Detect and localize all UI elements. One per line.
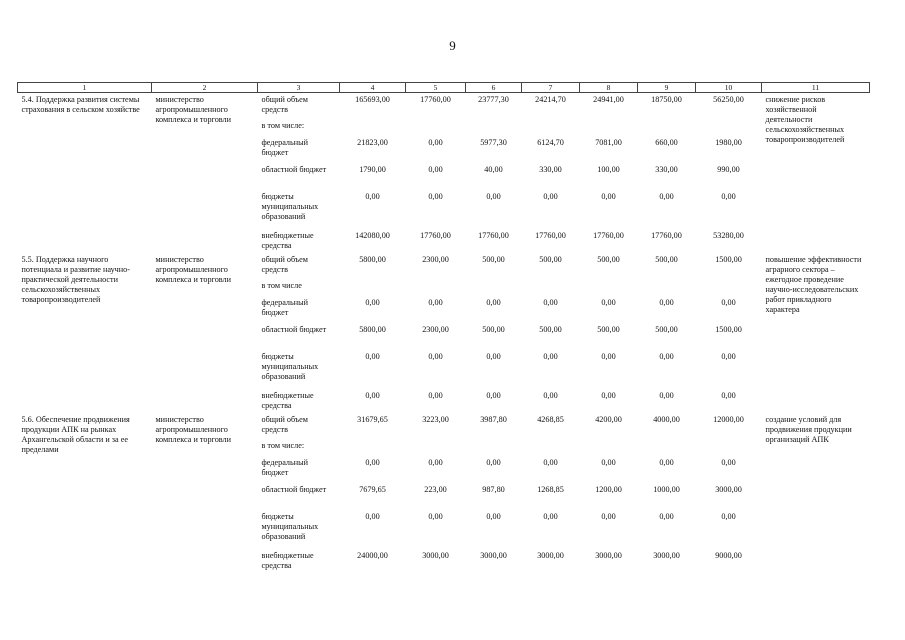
amount-cell: 24214,70 xyxy=(535,95,566,104)
amount-cell: 40,00 xyxy=(484,164,503,174)
amount-cell: 0,00 xyxy=(428,511,443,521)
amount-cell: 1500,00 xyxy=(715,324,742,334)
column-number-row xyxy=(18,83,870,93)
column-number: 4 xyxy=(340,83,406,93)
column-number: 1 xyxy=(18,83,152,93)
amount-cell xyxy=(696,279,762,296)
amount-cell: 0,00 xyxy=(365,191,380,201)
funding-source-cell: бюджеты муниципальных образований xyxy=(261,351,319,381)
amount-cell: 0,00 xyxy=(601,511,616,521)
amount-cell: 0,00 xyxy=(486,297,501,307)
amount-cell: 0,00 xyxy=(365,457,380,467)
amount-cell: 3987,80 xyxy=(480,414,507,424)
amount-cell: 1200,00 xyxy=(595,484,622,494)
amount-cell: 0,00 xyxy=(486,390,501,400)
amount-cell: 100,00 xyxy=(597,164,620,174)
funding-source-cell: общий объем средств xyxy=(261,254,308,274)
amount-cell xyxy=(466,119,522,136)
activity-cell: 5.4. Поддержка развития системы страхования в сельском хозяйстве xyxy=(21,95,140,114)
column-number: 7 xyxy=(522,83,580,93)
amount-cell: 0,00 xyxy=(365,351,380,361)
amount-cell: 17760,00 xyxy=(651,230,682,240)
amount-cell: 0,00 xyxy=(601,191,616,201)
page-number: 9 xyxy=(449,38,456,53)
amount-cell: 223,00 xyxy=(424,484,447,494)
amount-cell xyxy=(522,279,580,296)
amount-cell: 3000,00 xyxy=(653,550,680,560)
amount-cell xyxy=(466,279,522,296)
amount-cell: 3223,00 xyxy=(422,414,449,424)
amount-cell: 1500,00 xyxy=(715,254,742,264)
program-table xyxy=(17,82,870,573)
amount-cell: 17760,00 xyxy=(593,230,624,240)
amount-cell: 0,00 xyxy=(659,351,674,361)
activity-cell: 5.5. Поддержка научного потенциала и развитие научно-практической деятельности сельскохозяйственных товаропроизводителей xyxy=(21,254,130,304)
amount-cell: 3000,00 xyxy=(595,550,622,560)
column-number: 2 xyxy=(152,83,258,93)
funding-source-cell: бюджеты муниципальных образований xyxy=(261,511,319,541)
amount-cell: 31679,65 xyxy=(357,414,388,424)
funding-source-cell: федеральный бюджет xyxy=(261,137,309,157)
amount-cell: 0,00 xyxy=(601,297,616,307)
column-number: 10 xyxy=(696,83,762,93)
amount-cell: 0,00 xyxy=(428,390,443,400)
amount-cell: 0,00 xyxy=(601,390,616,400)
amount-cell xyxy=(696,119,762,136)
funding-source-cell: внебюджетные средства xyxy=(261,230,314,250)
amount-cell: 6124,70 xyxy=(537,137,564,147)
amount-cell: 500,00 xyxy=(482,324,505,334)
table-body xyxy=(18,93,870,573)
amount-cell: 12000,00 xyxy=(713,414,744,424)
amount-cell xyxy=(522,439,580,456)
table-header xyxy=(18,83,870,93)
amount-cell: 5800,00 xyxy=(359,254,386,264)
executor-cell: министерство агропромышленного комплекса и торговли xyxy=(155,254,232,284)
amount-cell: 0,00 xyxy=(543,511,558,521)
amount-cell: 0,00 xyxy=(486,511,501,521)
amount-cell: 53280,00 xyxy=(713,230,744,240)
executor-cell: министерство агропромышленного комплекса и торговли xyxy=(155,95,232,124)
column-number: 6 xyxy=(466,83,522,93)
funding-source-cell: федеральный бюджет xyxy=(261,457,309,477)
amount-cell: 1268,85 xyxy=(537,484,564,494)
amount-cell: 4200,00 xyxy=(595,414,622,424)
amount-cell: 0,00 xyxy=(428,164,443,174)
amount-cell: 2300,00 xyxy=(422,254,449,264)
amount-cell: 3000,00 xyxy=(422,550,449,560)
amount-cell: 0,00 xyxy=(543,390,558,400)
amount-cell: 0,00 xyxy=(601,351,616,361)
amount-cell: 142080,00 xyxy=(355,230,390,240)
amount-cell: 0,00 xyxy=(365,297,380,307)
amount-cell: 9000,00 xyxy=(715,550,742,560)
amount-cell xyxy=(466,439,522,456)
amount-cell: 7679,65 xyxy=(359,484,386,494)
amount-cell: 500,00 xyxy=(655,324,678,334)
amount-cell xyxy=(406,439,466,456)
amount-cell: 0,00 xyxy=(543,351,558,361)
activity-cell: 5.6. Обеспечение продвижения продукции АПК на рынках Архангельской области и за ее пределами xyxy=(21,414,130,454)
amount-cell xyxy=(340,439,406,456)
funding-source-cell: областной бюджет xyxy=(261,324,327,334)
amount-cell xyxy=(406,279,466,296)
amount-cell: 0,00 xyxy=(428,351,443,361)
amount-cell: 0,00 xyxy=(486,191,501,201)
amount-cell xyxy=(638,119,696,136)
amount-cell: 17760,00 xyxy=(478,230,509,240)
amount-cell: 2300,00 xyxy=(422,324,449,334)
funding-source-cell: областной бюджет xyxy=(261,484,327,494)
column-number: 9 xyxy=(638,83,696,93)
amount-cell: 990,00 xyxy=(717,164,740,174)
amount-cell: 500,00 xyxy=(539,324,562,334)
funding-source-cell: внебюджетные средства xyxy=(261,550,314,570)
amount-cell xyxy=(580,279,638,296)
amount-cell: 5800,00 xyxy=(359,324,386,334)
column-number: 3 xyxy=(258,83,340,93)
amount-cell: 5977,30 xyxy=(480,137,507,147)
expected-result-cell: снижение рисков хозяйственной деятельности сельскохозяйственных товаропроизводителей xyxy=(765,95,845,144)
amount-cell: 330,00 xyxy=(539,164,562,174)
table-row xyxy=(18,413,870,439)
funding-source-cell: в том числе: xyxy=(261,120,305,130)
amount-cell: 165693,00 xyxy=(355,95,390,104)
amount-cell: 17760,00 xyxy=(420,230,451,240)
funding-source-cell: общий объем средств xyxy=(261,414,308,434)
amount-cell: 4000,00 xyxy=(653,414,680,424)
amount-cell: 0,00 xyxy=(721,297,736,307)
amount-cell: 500,00 xyxy=(482,254,505,264)
amount-cell: 330,00 xyxy=(655,164,678,174)
amount-cell: 0,00 xyxy=(428,191,443,201)
amount-cell: 18750,00 xyxy=(651,95,682,104)
amount-cell xyxy=(522,119,580,136)
column-number: 8 xyxy=(580,83,638,93)
table-row xyxy=(18,93,870,119)
amount-cell xyxy=(340,279,406,296)
amount-cell: 0,00 xyxy=(428,457,443,467)
amount-cell: 56250,00 xyxy=(713,95,744,104)
amount-cell xyxy=(696,439,762,456)
amount-cell: 0,00 xyxy=(659,511,674,521)
amount-cell: 4268,85 xyxy=(537,414,564,424)
table-row xyxy=(18,253,870,279)
amount-cell xyxy=(580,119,638,136)
amount-cell: 24000,00 xyxy=(357,550,388,560)
amount-cell: 3000,00 xyxy=(537,550,564,560)
amount-cell: 500,00 xyxy=(655,254,678,264)
amount-cell: 1980,00 xyxy=(715,137,742,147)
amount-cell: 0,00 xyxy=(721,457,736,467)
amount-cell: 17760,00 xyxy=(420,95,451,104)
amount-cell: 500,00 xyxy=(597,254,620,264)
amount-cell: 0,00 xyxy=(721,511,736,521)
amount-cell: 0,00 xyxy=(659,191,674,201)
amount-cell: 24941,00 xyxy=(593,95,624,104)
amount-cell xyxy=(638,439,696,456)
amount-cell: 0,00 xyxy=(721,191,736,201)
amount-cell: 0,00 xyxy=(721,351,736,361)
amount-cell: 0,00 xyxy=(486,457,501,467)
amount-cell: 0,00 xyxy=(543,457,558,467)
amount-cell: 0,00 xyxy=(365,511,380,521)
amount-cell: 21823,00 xyxy=(357,137,388,147)
funding-source-cell: федеральный бюджет xyxy=(261,297,309,317)
amount-cell: 3000,00 xyxy=(715,484,742,494)
amount-cell: 0,00 xyxy=(486,351,501,361)
column-number: 11 xyxy=(762,83,870,93)
amount-cell: 0,00 xyxy=(659,297,674,307)
amount-cell xyxy=(580,439,638,456)
funding-source-cell: общий объем средств xyxy=(261,95,308,114)
amount-cell: 0,00 xyxy=(659,457,674,467)
amount-cell xyxy=(340,119,406,136)
amount-cell: 660,00 xyxy=(655,137,678,147)
amount-cell: 1000,00 xyxy=(653,484,680,494)
amount-cell: 0,00 xyxy=(428,137,443,147)
funding-source-cell: в том числе xyxy=(261,280,302,290)
funding-source-cell: бюджеты муниципальных образований xyxy=(261,191,319,221)
amount-cell: 0,00 xyxy=(365,390,380,400)
amount-cell: 0,00 xyxy=(543,297,558,307)
funding-source-cell: областной бюджет xyxy=(261,164,327,174)
amount-cell: 0,00 xyxy=(428,297,443,307)
amount-cell: 0,00 xyxy=(543,191,558,201)
funding-source-cell: в том числе: xyxy=(261,440,305,450)
amount-cell: 3000,00 xyxy=(480,550,507,560)
executor-cell: министерство агропромышленного комплекса и торговли xyxy=(155,414,232,444)
amount-cell: 987,80 xyxy=(482,484,505,494)
amount-cell: 23777,30 xyxy=(478,95,509,104)
amount-cell: 7081,00 xyxy=(595,137,622,147)
amount-cell: 500,00 xyxy=(597,324,620,334)
column-number: 5 xyxy=(406,83,466,93)
amount-cell: 0,00 xyxy=(659,390,674,400)
expected-result-cell: создание условий для продвижения продукции организаций АПК xyxy=(765,414,852,444)
amount-cell xyxy=(638,279,696,296)
amount-cell: 1790,00 xyxy=(359,164,386,174)
amount-cell: 500,00 xyxy=(539,254,562,264)
expected-result-cell: повышение эффективности аграрного сектора – ежегодное проведение научно-исследовательских работ прикладного характера xyxy=(765,254,862,314)
amount-cell: 17760,00 xyxy=(535,230,566,240)
amount-cell: 0,00 xyxy=(601,457,616,467)
funding-source-cell: внебюджетные средства xyxy=(261,390,314,410)
amount-cell: 0,00 xyxy=(721,390,736,400)
amount-cell xyxy=(406,119,466,136)
